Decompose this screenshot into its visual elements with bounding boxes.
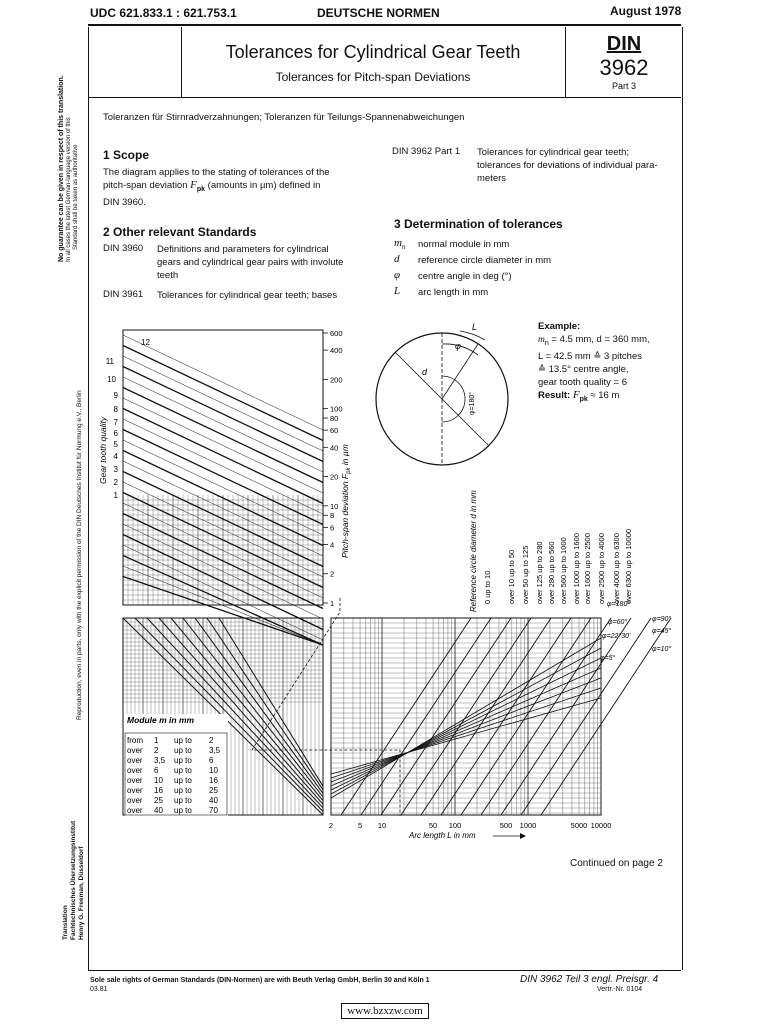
d-range-label: over 280 up to 560	[547, 541, 556, 604]
fpk-tick: 4	[330, 540, 335, 550]
guarantee-note-2: In all cases the latest German-language version of this	[66, 117, 72, 262]
footer-rule	[88, 970, 681, 971]
sole-sale-note: Sole sale rights of German Standards (DIN-Normen) are with Beuth Verlag GmbH, Berlin 30 and Köln 1 03.81	[90, 977, 430, 993]
module-cell: up to	[174, 766, 192, 775]
quality-tick: 7	[113, 418, 118, 427]
quality-tick: 1	[113, 491, 118, 500]
arc-tick: 5000	[570, 821, 588, 830]
fpk-tick: 1	[330, 599, 335, 608]
udc-code: UDC 621.833.1 : 621.753.1	[90, 6, 237, 20]
module-cell: up to	[174, 756, 192, 765]
module-cell: from	[127, 736, 143, 745]
module-cell: over	[127, 776, 143, 785]
module-cell: up to	[174, 786, 192, 795]
ref-din3961-text: Tolerances for cylindrical gear teeth; bases	[157, 290, 338, 301]
issue-date: August 1978	[610, 4, 682, 18]
symbol-l-desc: arc length in mm	[418, 287, 489, 298]
phi-label: φ=10°	[652, 646, 672, 653]
fpk-tick: 8	[330, 511, 335, 521]
vertr-number: Vertr.-Nr. 0104	[597, 986, 643, 993]
phi-label: φ=45°	[652, 628, 672, 635]
phi-label: φ=180°	[607, 601, 631, 608]
module-cell: up to	[174, 736, 192, 745]
module-title: Module m in mm	[127, 715, 195, 725]
ref-din3960-code: DIN 3960	[103, 243, 144, 254]
fpk-tick: 2	[330, 569, 335, 579]
fpk-tick: 20	[330, 472, 339, 482]
d-range-label: over 1600 up to 2500	[583, 533, 592, 604]
module-cell: up to	[174, 746, 192, 755]
module-cell: up to	[174, 776, 192, 785]
circle-phi180-label: φ=180°	[469, 391, 476, 415]
arc-axis-label: Arc length L in mm	[409, 831, 476, 840]
guarantee-note-3: Standard shall be taken as authoritative	[73, 144, 79, 250]
fpk-tick: 400	[330, 346, 343, 356]
module-cell: over	[127, 806, 143, 815]
quality-tick: 8	[113, 405, 118, 414]
fpk-tick: 10	[330, 501, 339, 511]
document-title: Tolerances for Cylindrical Gear Teeth	[225, 42, 521, 62]
arc-tick: 2	[328, 821, 334, 830]
module-cell: 6	[209, 756, 214, 765]
fpk-tick: 600	[330, 329, 343, 338]
ref-din3962-text: Tolerances for cylindrical gear teeth; tolerances for deviations of individual para- meters	[477, 147, 658, 184]
symbol-mn: $m_n$	[394, 237, 406, 252]
symbol-phi-desc: centre angle in deg (°)	[418, 271, 512, 282]
translation-note-3: Henry G. Freeman, Düsseldorf	[78, 846, 85, 940]
fpk-tick: 80	[330, 414, 339, 424]
circle-d-label: d	[422, 367, 428, 377]
example-box: Example: $m_n = 4.5$ mm, d = 360 mm, L = 42.5 mm ≙ 3 pitches ≙ 13.5° centre angle, gear tooth quality = 6 Result: $F_{pk} \approx 16$ m	[538, 321, 650, 403]
ref-din3962-code: DIN 3962 Part 1	[392, 146, 461, 157]
circle-l-label: L	[472, 322, 478, 332]
phi-label: φ=90°	[652, 616, 672, 623]
quality-tick: 12	[141, 338, 150, 347]
module-cell: up to	[174, 796, 192, 805]
d-range-label: over 560 up to 1000	[559, 537, 568, 604]
continued-note: Continued on page 2	[570, 858, 663, 869]
phi-label: φ=22°30'	[602, 633, 631, 640]
d-range-label: over 50 up to 125	[521, 545, 530, 604]
quality-tick: 6	[113, 429, 118, 438]
scope-heading: 1 Scope	[103, 148, 150, 162]
reproduction-note: Reproduction, even in parts, only with the explicit permission of the DIN Deutsches Institut für Normung e.V., Berlin	[76, 390, 83, 720]
guarantee-note-1: No guarantee can be given in respect of this translation.	[58, 75, 65, 262]
quality-tick: 9	[113, 391, 118, 400]
module-cell: over	[127, 756, 143, 765]
fpk-axis-label: Pitch-span deviation $F_{pk}$ in µm	[340, 444, 352, 558]
fpk-tick: 60	[330, 426, 339, 436]
fpk-tick: 40	[330, 443, 339, 453]
module-cell: 16	[209, 776, 218, 785]
module-cell: 40	[209, 796, 218, 805]
d-range-label: over 1000 up to 1600	[572, 533, 581, 604]
symbol-l: L	[394, 285, 401, 297]
quality-tick: 2	[113, 478, 118, 487]
fpk-tick: 200	[330, 375, 343, 385]
translation-note-1: Translation	[62, 905, 69, 940]
module-cell: over	[127, 786, 143, 795]
symbol-d: d	[394, 253, 400, 265]
module-cell: over	[127, 766, 143, 775]
fpk-tick: 100	[330, 404, 343, 414]
arc-tick: 500	[499, 821, 513, 830]
watermark: www.bzxzw.com	[341, 1003, 429, 1019]
module-cell: 2	[154, 746, 159, 755]
document-subtitle: Tolerances for Pitch-span Deviations	[275, 70, 471, 84]
module-cell: 10	[154, 776, 163, 785]
quality-tick: 10	[107, 375, 116, 384]
symbol-phi: φ	[394, 269, 401, 281]
quality-axis-label: Gear tooth quality	[98, 416, 108, 484]
module-cell: over	[127, 796, 143, 805]
module-cell: 3,5	[209, 746, 221, 755]
d-range-label: 0 up to 10	[483, 570, 492, 604]
arc-tick: 10	[377, 821, 387, 830]
arc-tick: 50	[428, 821, 438, 830]
translation-note-2: Fachtechnisches Übersetzungsinstitut	[70, 820, 77, 940]
module-cell: 40	[154, 806, 163, 815]
ref-din3961-code: DIN 3961	[103, 289, 144, 300]
module-cell: over	[127, 746, 143, 755]
d-range-label: over 10 up to 50	[507, 549, 516, 604]
module-cell: 16	[154, 786, 163, 795]
din-label: DIN	[606, 33, 642, 55]
series-name: DEUTSCHE NORMEN	[317, 6, 440, 20]
module-cell: 25	[154, 796, 163, 805]
module-cell: 1	[154, 736, 159, 745]
symbol-mn-desc: normal module in mm	[418, 239, 510, 250]
din-number: 3962	[599, 55, 649, 80]
quality-tick: 4	[113, 452, 118, 461]
determination-heading: 3 Determination of tolerances	[394, 217, 563, 231]
d-range-label: over 4000 up to 6300	[612, 533, 621, 604]
fpk-tick: 6	[330, 523, 335, 533]
d-range-label: over 125 up to 280	[535, 541, 544, 604]
phi-label: φ=60°	[608, 619, 628, 626]
module-cell: 3,5	[154, 756, 166, 765]
phi-label: φ=5°	[600, 655, 616, 662]
module-cell: 2	[209, 736, 214, 745]
circle-phi-label: φ	[455, 341, 461, 351]
symbol-d-desc: reference circle diameter in mm	[418, 255, 552, 266]
arc-tick: 1000	[519, 821, 537, 830]
arc-tick: 5	[357, 821, 363, 830]
din-reference: DIN 3962 Teil 3 engl. Preisgr. 4	[520, 974, 659, 985]
german-title: Toleranzen für Stirnradverzahnungen; Toleranzen für Teilungs-Spannenabweichungen	[103, 112, 465, 123]
module-table	[125, 733, 227, 815]
d-range-label: over 2500 up to 4000	[597, 533, 606, 604]
arc-tick: 100	[448, 821, 462, 830]
quality-tick: 3	[113, 465, 118, 474]
scope-text: The diagram applies to the stating of tolerances of the pitch-span deviation $F_{pk}$ (amounts in µm) defined in DIN 3960.	[103, 167, 330, 208]
module-cell: up to	[174, 806, 192, 815]
din-part: Part 3	[611, 81, 636, 91]
quality-tick: 11	[105, 357, 114, 366]
module-cell: 6	[154, 766, 159, 775]
d-axis-label: Reference circle diameter d in mm	[469, 490, 478, 612]
arc-tick: 10000	[590, 821, 612, 830]
quality-tick: 5	[113, 440, 118, 449]
module-cell: 25	[209, 786, 218, 795]
module-cell: 10	[209, 766, 218, 775]
circle-diagram	[376, 331, 508, 465]
standards-heading: 2 Other relevant Standards	[103, 225, 257, 239]
module-cell: 70	[209, 806, 218, 815]
d-range-label: over 6300 up to 10000	[624, 528, 633, 604]
ref-din3960-text: Definitions and parameters for cylindrical gears and cylindrical gear pairs with involute teeth	[157, 244, 344, 281]
